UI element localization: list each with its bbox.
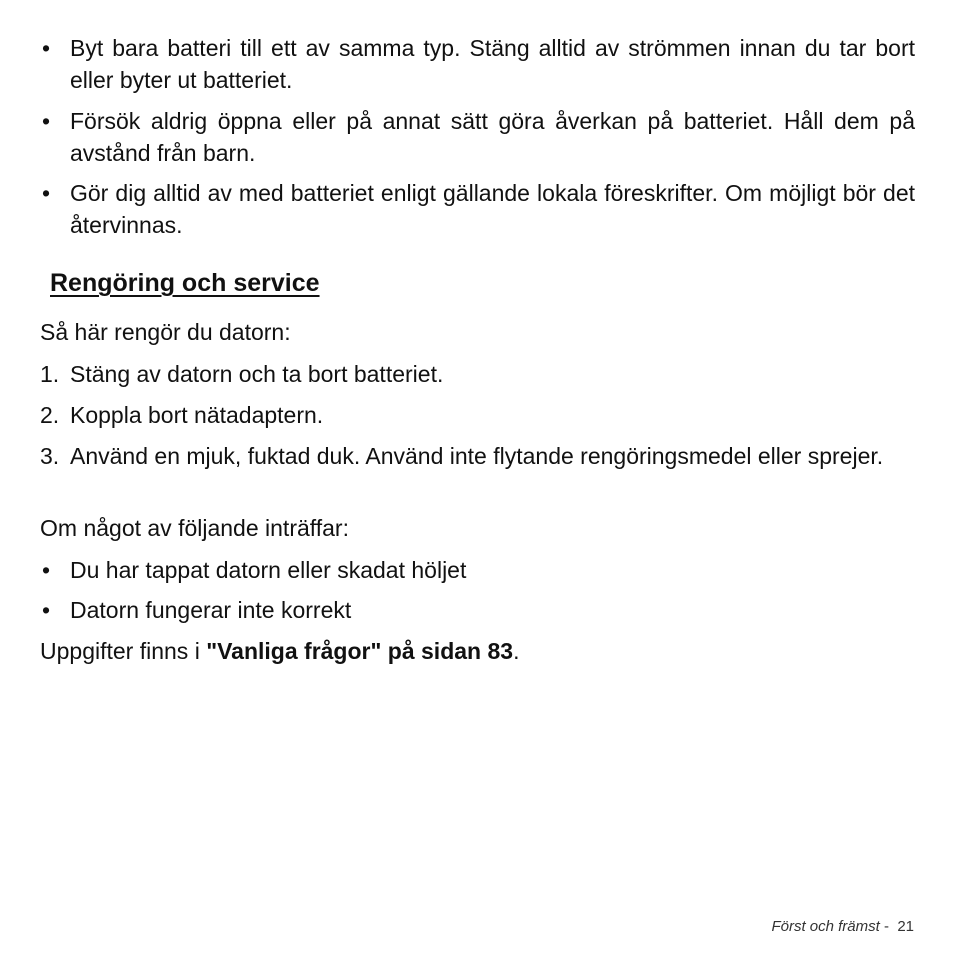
bullet-marker: •: [42, 108, 51, 134]
list-item-text: Du har tappat datorn eller skadat höljet: [70, 557, 467, 583]
list-item-text: Datorn fungerar inte korrekt: [70, 597, 352, 623]
list-item: [40, 177, 915, 241]
bullet-marker: •: [42, 557, 51, 583]
list-item-text: Byt bara batteri till ett av samma typ. Stäng alltid av strömmen innan du tar bort eller byter ut batteriet.: [70, 35, 915, 93]
bullet-marker: •: [42, 35, 51, 61]
bullet-marker: •: [42, 597, 51, 623]
numbered-step: [40, 358, 915, 390]
step-text: Koppla bort nätadaptern.: [70, 402, 324, 428]
section-intro: Så här rengör du datorn:: [40, 319, 291, 345]
reference-line: [40, 635, 915, 667]
page-footer: [771, 916, 914, 938]
list-item: [40, 554, 915, 586]
list-item: [40, 105, 915, 169]
section-heading: Rengöring och service: [50, 269, 320, 297]
condition-text: Om något av följande inträffar:: [40, 515, 349, 541]
page-number: 21: [897, 918, 914, 935]
bullet-marker: •: [42, 180, 51, 206]
reference-suffix: .: [513, 638, 520, 664]
step-text: Använd en mjuk, fuktad duk. Använd inte flytande rengöringsmedel eller sprejer.: [70, 443, 884, 469]
footer-section-title: Först och främst: [771, 918, 880, 935]
step-number: 3.: [40, 443, 60, 469]
list-item-text: Gör dig alltid av med batteriet enligt gällande lokala föreskrifter. Om möjligt bör det återvinnas.: [70, 180, 915, 238]
list-item: [40, 32, 915, 96]
numbered-step: [40, 440, 915, 472]
list-item-text: Försök aldrig öppna eller på annat sätt göra åverkan på batteriet. Håll dem på avstånd från barn.: [70, 108, 915, 166]
step-text: Stäng av datorn och ta bort batteriet.: [70, 361, 444, 387]
footer-separator: -: [879, 918, 898, 935]
reference-prefix: Uppgifter finns i: [40, 638, 207, 664]
step-number: 1.: [40, 361, 60, 387]
faq-reference-link[interactable]: "Vanliga frågor" på sidan 83: [206, 638, 514, 664]
step-number: 2.: [40, 402, 60, 428]
list-item: [40, 594, 915, 626]
numbered-step: [40, 399, 915, 431]
